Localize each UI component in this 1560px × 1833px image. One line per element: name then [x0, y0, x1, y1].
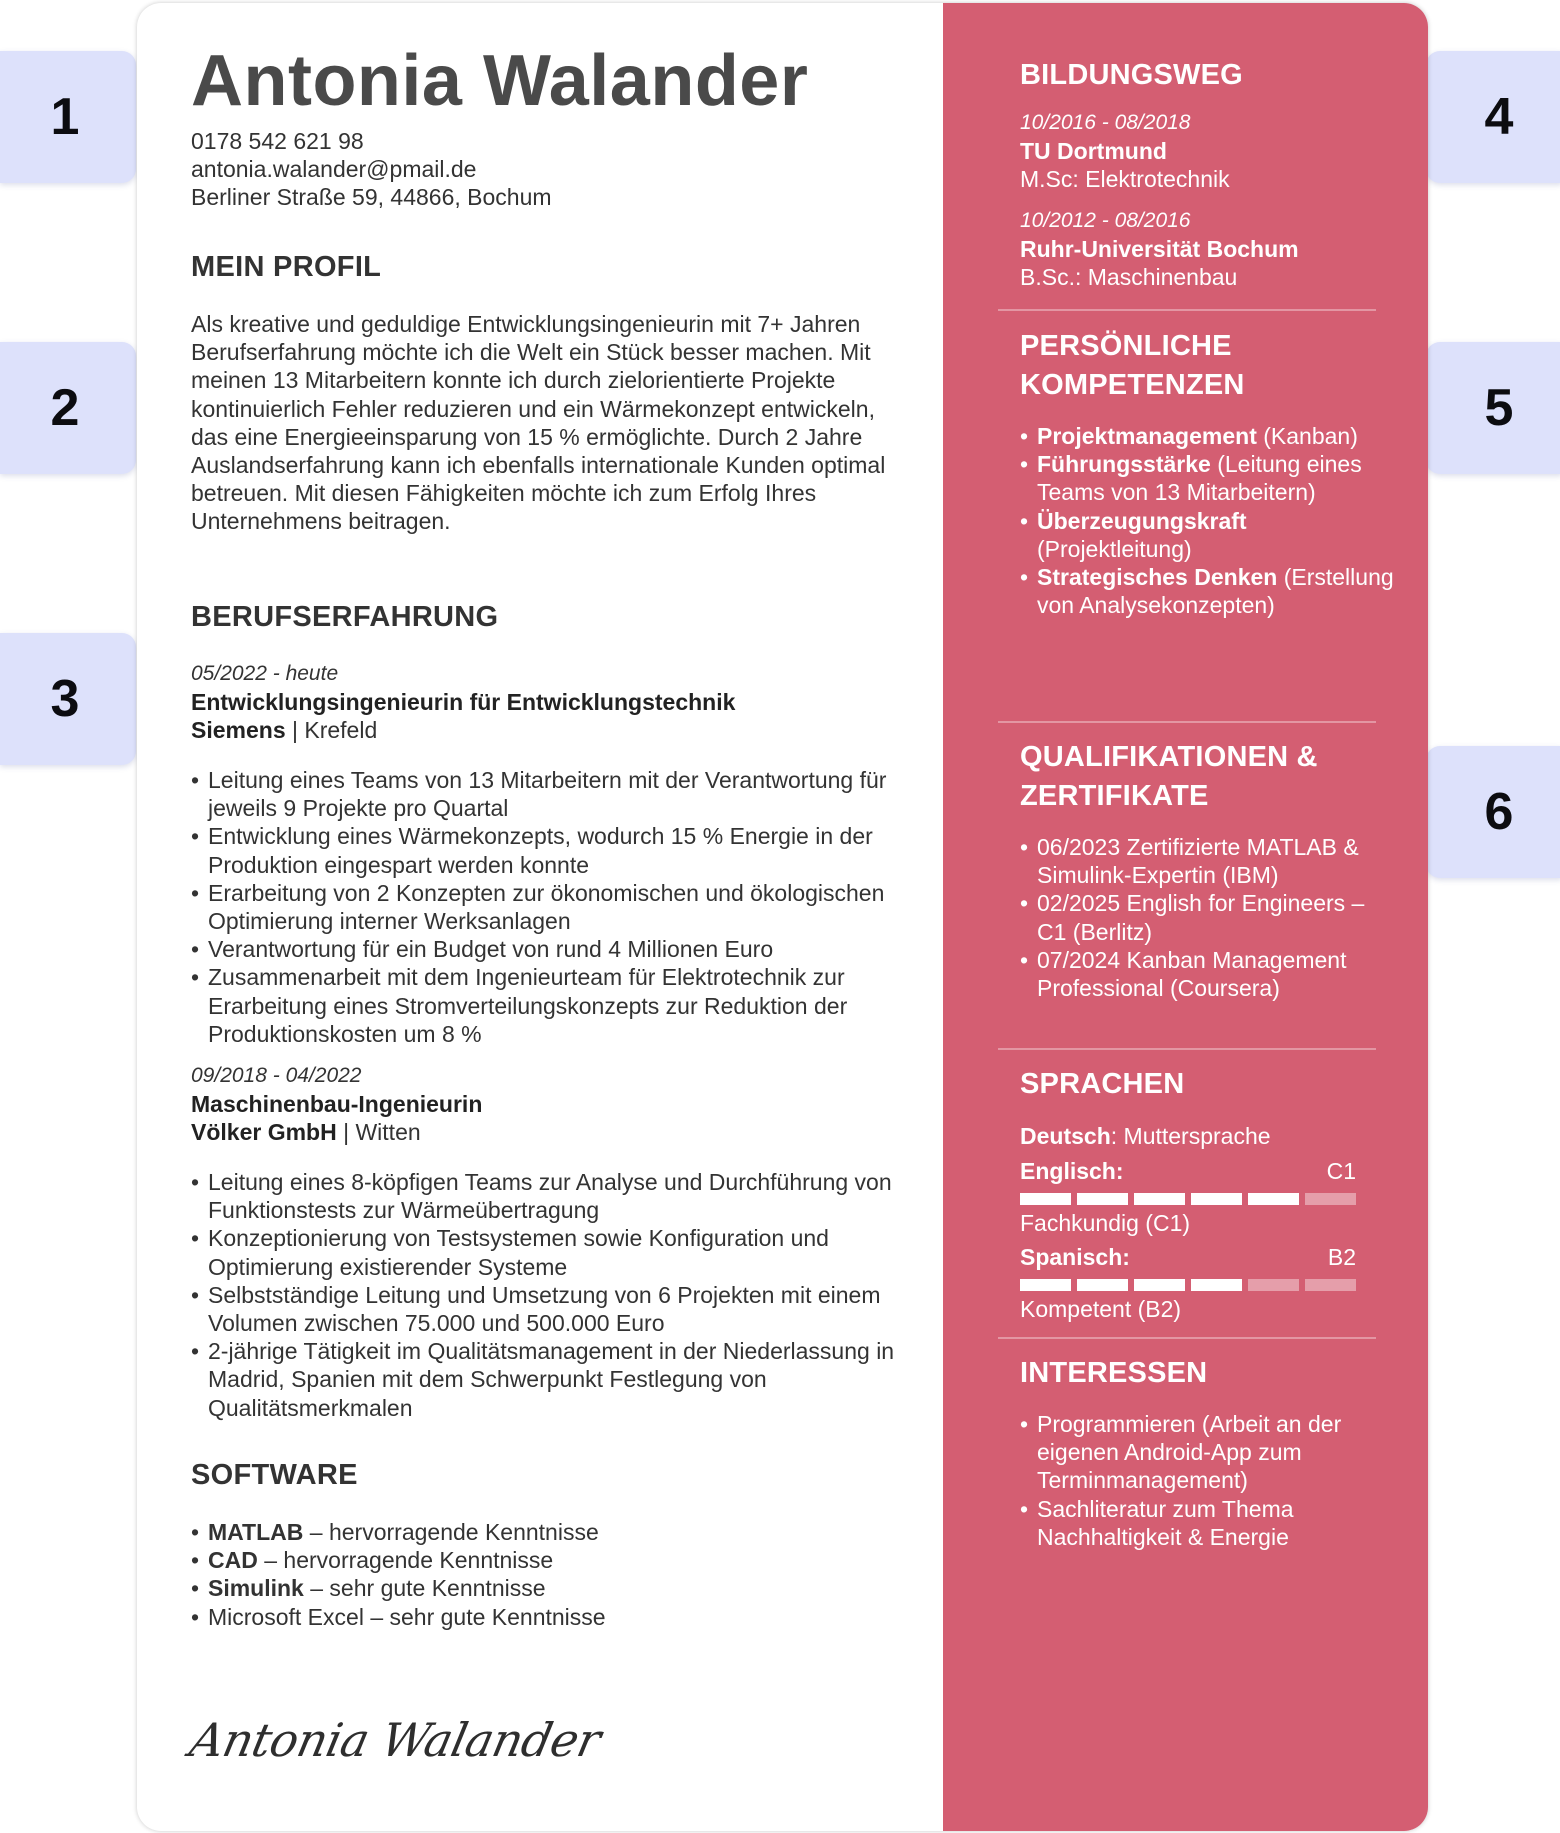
level-segment-filled: [1248, 1193, 1299, 1205]
education-entry: [1020, 207, 1400, 291]
list-item: • CAD – hervorragende Kenntnisse: [191, 1546, 931, 1574]
education-heading: BILDUNGSWEG: [1020, 59, 1243, 91]
level-segment-filled: [1134, 1279, 1185, 1291]
job-company: [191, 716, 931, 744]
level-segment-filled: [1077, 1279, 1128, 1291]
company-name: Siemens: [191, 717, 286, 743]
education-date: 10/2016 - 08/2018: [1020, 111, 1191, 134]
level-segment-empty: [1305, 1279, 1356, 1291]
list-item: • Sachliteratur zum Thema Nachhaltigkeit & Energie: [1020, 1495, 1400, 1551]
section-marker-3: 3: [0, 633, 136, 765]
qualifications-section: [1020, 738, 1400, 1002]
job-date: 05/2022 - heute: [191, 662, 339, 685]
language-description: Fachkundig (C1): [1020, 1210, 1191, 1236]
section-marker-1: 1: [0, 51, 136, 183]
list-item: • Erarbeitung von 2 Konzepten zur ökonomischen und ökologischen Optimierung interner Werksanlagen: [191, 879, 931, 935]
education-school: TU Dortmund: [1020, 138, 1167, 164]
job-title: Entwicklungsingenieurin für Entwicklungstechnik: [191, 689, 736, 715]
experience-heading: BERUFSERFAHRUNG: [191, 601, 499, 633]
section-divider: [998, 721, 1376, 723]
company-location: | Krefeld: [285, 717, 378, 743]
language-name: Spanisch:: [1020, 1244, 1130, 1270]
languages-heading: SPRACHEN: [1020, 1068, 1185, 1100]
section-marker-6: 6: [1426, 746, 1560, 878]
level-segment-filled: [1077, 1193, 1128, 1205]
list-item: • 06/2023 Zertifizierte MATLAB & Simulink-Expertin (IBM): [1020, 833, 1400, 889]
job-entry-siemens: [191, 660, 931, 1048]
level-segment-filled: [1020, 1279, 1071, 1291]
company-location: | Witten: [336, 1119, 421, 1145]
language-native: Deutsch: Muttersprache: [1020, 1123, 1271, 1149]
profile-text: Als kreative und geduldige Entwicklungsingenieurin mit 7+ Jahren Berufserfahrung möchte ich die Welt ein Stück besser machen. Mit meinen 13 Mitarbeitern konnte ich durch zielorientierte Projekte kontinuierlich Fehler reduzieren und ein Wärmekonzept entwickeln, das eine Energieeinsparung von 15 % ermöglichte. Durch 2 Jahre Auslandserfahrung kann ich ebenfalls internationale Kunden optimal betreuen. Mit diesen Fähigkeiten möchte ich zum Erfolg Ihres Unternehmens beitragen.: [191, 311, 886, 535]
list-item: • Leitung eines 8-köpfigen Teams zur Analyse und Durchführung von Funktionstests zur Wärmeübertragung: [191, 1168, 931, 1224]
level-segment-filled: [1191, 1193, 1242, 1205]
profile-heading: MEIN PROFIL: [191, 251, 382, 283]
list-item: • Führungsstärke (Leitung eines Teams von 13 Mitarbeitern): [1020, 450, 1400, 506]
software-heading: SOFTWARE: [191, 1459, 358, 1491]
interests-section: [1020, 1354, 1400, 1551]
level-segment-filled: [1020, 1193, 1071, 1205]
sidebar-column: [943, 3, 1428, 1831]
language-code: C1: [1326, 1158, 1356, 1184]
job-entry-voelker: [191, 1062, 931, 1422]
resume-page: [137, 3, 1428, 1831]
job-title: Maschinenbau-Ingenieurin: [191, 1091, 483, 1117]
skills-list: [1020, 422, 1400, 619]
applicant-name: Antonia Walander: [191, 41, 809, 121]
job-company: [191, 1118, 931, 1146]
list-item: • 07/2024 Kanban Management Professional (Coursera): [1020, 946, 1400, 1002]
language-name: Englisch:: [1020, 1158, 1124, 1184]
skills-heading: PERSÖNLICHE KOMPETENZEN: [1020, 330, 1245, 401]
qualifications-list: [1020, 833, 1400, 1002]
list-item: • Überzeugungskraft (Projektleitung): [1020, 507, 1400, 563]
list-item: • 2-jährige Tätigkeit im Qualitätsmanagement in der Niederlassung in Madrid, Spanien mit dem Schwerpunkt Festlegung von Qualitätsmerkmalen: [191, 1337, 931, 1422]
handwritten-signature: Antonia Walander: [185, 1713, 606, 1767]
job-bullets: [191, 766, 931, 1048]
list-item: • Entwicklung eines Wärmekonzepts, wodurch 15 % Energie in der Produktion eingespart werden konnte: [191, 822, 931, 878]
level-segment-empty: [1305, 1193, 1356, 1205]
list-item: • Projektmanagement (Kanban): [1020, 422, 1400, 450]
list-item: • Konzeptionierung von Testsystemen sowie Konfiguration und Optimierung existierender Systeme: [191, 1224, 931, 1280]
education-degree: B.Sc.: Maschinenbau: [1020, 264, 1238, 290]
section-marker-2: 2: [0, 342, 136, 474]
education-section: [1020, 56, 1400, 291]
language-level-bar: [1020, 1279, 1400, 1291]
email-address: antonia.walander@pmail.de: [191, 156, 477, 182]
skills-section: [1020, 327, 1400, 619]
interests-heading: INTERESSEN: [1020, 1357, 1208, 1389]
section-divider: [998, 309, 1376, 311]
education-entry: [1020, 109, 1400, 193]
education-school: Ruhr-Universität Bochum: [1020, 236, 1299, 262]
list-item: • Strategisches Denken (Erstellung von Analysekonzepten): [1020, 563, 1400, 619]
software-list: [191, 1518, 931, 1631]
company-name: Völker GmbH: [191, 1119, 337, 1145]
level-segment-empty: [1248, 1279, 1299, 1291]
job-date: 09/2018 - 04/2022: [191, 1064, 362, 1087]
qualifications-heading: QUALIFIKATIONEN & ZERTIFIKATE: [1020, 741, 1318, 812]
level-segment-filled: [1191, 1279, 1242, 1291]
education-date: 10/2012 - 08/2016: [1020, 209, 1191, 232]
list-item: • Zusammenarbeit mit dem Ingenieurteam für Elektrotechnik zur Erarbeitung eines Stromverteilungskonzepts zur Reduktion der Produktionskosten um 8 %: [191, 963, 931, 1048]
job-bullets: [191, 1168, 931, 1422]
list-item: • Verantwortung für ein Budget von rund 4 Millionen Euro: [191, 935, 931, 963]
language-english: [1020, 1157, 1400, 1237]
list-item: • Selbstständige Leitung und Umsetzung von 6 Projekten mit einem Volumen zwischen 75.000 und 500.000 Euro: [191, 1281, 931, 1337]
section-divider: [998, 1048, 1376, 1050]
phone-number: 0178 542 621 98: [191, 128, 364, 154]
language-level-bar: [1020, 1193, 1400, 1205]
list-item: • MATLAB – hervorragende Kenntnisse: [191, 1518, 931, 1546]
languages-section: [1020, 1065, 1400, 1323]
education-degree: M.Sc: Elektrotechnik: [1020, 166, 1230, 192]
list-item: • Microsoft Excel – sehr gute Kenntnisse: [191, 1603, 931, 1631]
section-marker-5: 5: [1426, 342, 1560, 474]
postal-address: Berliner Straße 59, 44866, Bochum: [191, 184, 552, 210]
list-item: • 02/2025 English for Engineers – C1 (Berlitz): [1020, 889, 1400, 945]
language-description: Kompetent (B2): [1020, 1296, 1182, 1322]
list-item: • Simulink – sehr gute Kenntnisse: [191, 1574, 931, 1602]
list-item: • Leitung eines Teams von 13 Mitarbeitern mit der Verantwortung für jeweils 9 Projekte pro Quartal: [191, 766, 931, 822]
language-spanish: [1020, 1243, 1400, 1323]
interests-list: [1020, 1410, 1400, 1551]
section-marker-4: 4: [1426, 51, 1560, 183]
contact-block: [191, 127, 552, 211]
language-code: B2: [1327, 1244, 1356, 1270]
level-segment-filled: [1134, 1193, 1185, 1205]
section-divider: [998, 1337, 1376, 1339]
list-item: • Programmieren (Arbeit an der eigenen Android-App zum Terminmanagement): [1020, 1410, 1400, 1495]
